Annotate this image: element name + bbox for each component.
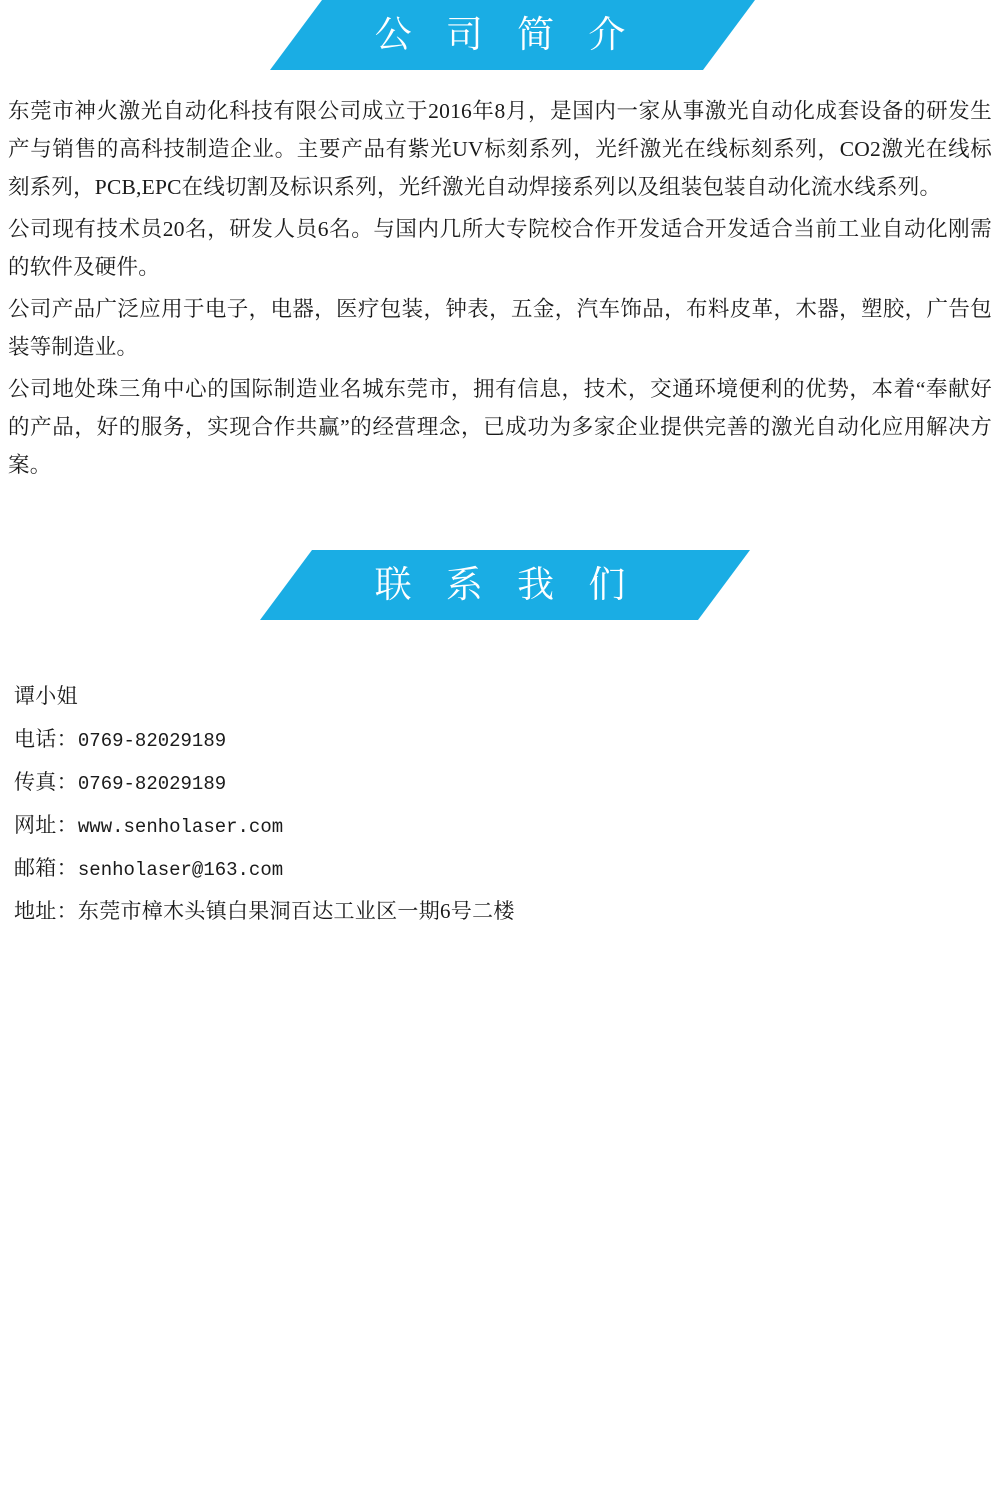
contact-person-name: 谭小姐 (14, 684, 78, 708)
contact-row-fax (14, 762, 1000, 805)
contact-value-fax: 0769-82029189 (77, 773, 227, 795)
company-profile-banner (0, 0, 1000, 70)
contact-us-body (0, 620, 1000, 932)
profile-paragraph: 公司产品广泛应用于电子，电器，医疗包装，钟表，五金，汽车饰品，布料皮革，木器，塑胶，广告包装等制造业。 (8, 297, 992, 359)
contact-us-banner (0, 550, 1000, 620)
contact-value-phone: 0769-82029189 (77, 730, 227, 752)
contact-label-fax: 传真： (14, 770, 78, 794)
contact-label-phone: 电话： (14, 727, 78, 751)
contact-value-website[interactable]: www.senholaser.com (77, 816, 284, 838)
profile-paragraph: 公司地处珠三角中心的国际制造业名城东莞市，拥有信息，技术，交通环境便利的优势，本着“奉献好的产品，好的服务，实现合作共赢”的经营理念，已成功为多家企业提供完善的激光自动化应用解决方案。 (8, 377, 992, 477)
contact-row-website (14, 805, 1000, 848)
company-profile-title: 公 司 简 介 (374, 14, 638, 55)
profile-paragraph: 公司现有技术员20名，研发人员6名。与国内几所大专院校合作开发适合开发适合当前工业自动化刚需的软件及硬件。 (8, 217, 992, 279)
contact-row-email (14, 848, 1000, 891)
contact-row-phone (14, 719, 1000, 762)
profile-paragraph: 东莞市神火激光自动化科技有限公司成立于2016年8月，是国内一家从事激光自动化成套设备的研发生产与销售的高科技制造企业。主要产品有紫光UV标刻系列，光纤激光在线标刻系列，CO2激光在线标刻系列，PCB,EPC在线切割及标识系列，光纤激光自动焊接系列以及组装包装自动化流水线系列。 (8, 99, 992, 199)
contact-label-email: 邮箱： (14, 856, 78, 880)
contact-label-website: 网址： (14, 813, 78, 837)
contact-value-address: 东莞市樟木头镇白果洞百达工业区一期6号二楼 (77, 899, 515, 923)
contact-us-title: 联 系 我 们 (374, 564, 638, 605)
contact-row-address (14, 891, 1000, 932)
company-profile-body (0, 70, 1000, 484)
contact-value-email[interactable]: senholaser@163.com (77, 859, 284, 881)
contact-label-address: 地址： (14, 899, 78, 923)
section-spacer (0, 488, 1000, 550)
